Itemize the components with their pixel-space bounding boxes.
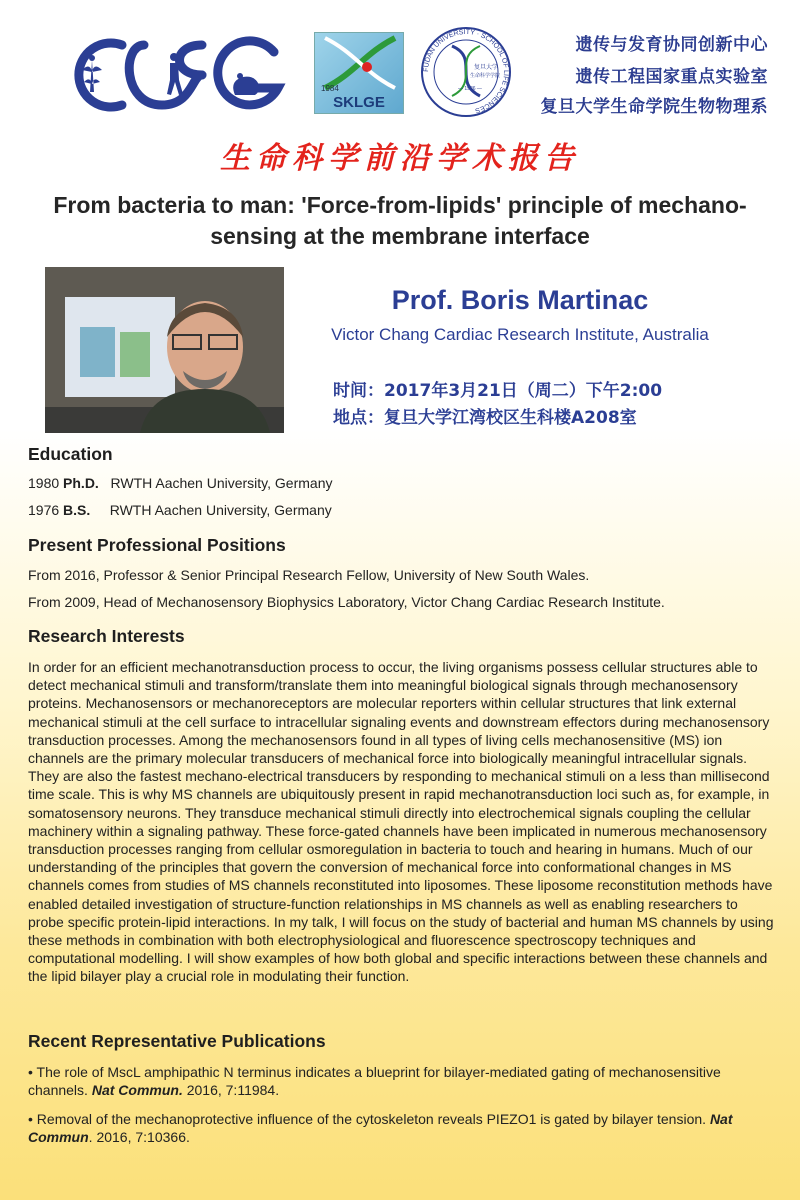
institution-1: 遗传与发育协同创新中心 [575, 35, 768, 55]
publications-heading: Recent Representative Publications [28, 1031, 326, 1051]
talk-place: 地点：复旦大学江湾校区生科楼A208室 [333, 408, 637, 428]
pub-cite: 2016, 7:11984. [182, 1082, 280, 1099]
pub-cite: . 2016, 7:10366. [88, 1129, 190, 1146]
sklge-year: 1984 [321, 84, 339, 93]
svg-text:生命科学学院: 生命科学学院 [470, 73, 501, 79]
fudan-year: — 1926 — [458, 86, 482, 92]
series-title: 生命科学前沿学术报告 [220, 141, 580, 176]
human-icon [170, 53, 178, 61]
fudan-school-logo [418, 24, 514, 120]
education-item [28, 502, 332, 518]
institution-3: 复旦大学生命学院生物物理系 [540, 97, 768, 117]
position-item: From 2009, Head of Mechanosensory Biophysics Laboratory, Victor Chang Cardiac Research Institute. [28, 594, 665, 610]
edu-school: RWTH Aachen University, Germany [110, 475, 333, 491]
fudan-ring-text: FUDAN UNIVERSITY · SCHOOL OF LIFE SCIENCES [422, 28, 510, 114]
speaker-name: Prof. Boris Martinac [391, 285, 649, 315]
edu-year: 1976 [28, 502, 60, 518]
speaker-photo [45, 267, 284, 433]
sklge-text: SKLGE [333, 94, 385, 111]
speaker-affiliation: Victor Chang Cardiac Research Institute, Australia [331, 325, 709, 344]
edu-year: 1980 [28, 475, 60, 491]
edu-degree: Ph.D. [63, 475, 99, 491]
institution-2: 遗传工程国家重点实验室 [575, 67, 768, 87]
pub-text: • The role of MscL amphipathic N terminus indicates a blueprint for bilayer-mediated gating of mechanosensitive channels. [28, 1064, 721, 1099]
pub-journal: Nat Commun. [91, 1082, 183, 1099]
pub-text: • Removal of the mechanoprotective influence of the cytoskeleton reveals PIEZO1 is gated by bilayer tension. [28, 1111, 710, 1127]
research-heading: Research Interests [28, 626, 185, 646]
position-item: From 2016, Professor & Senior Principal Research Fellow, University of New South Wales. [28, 567, 590, 583]
csg-logo [52, 30, 292, 120]
talk-time: 时间：2017年3月21日（周二）下午2:00 [333, 381, 663, 401]
edu-school: RWTH Aachen University, Germany [109, 502, 332, 518]
research-text: In order for an efficient mechanotransduction process to occur, the living organisms possess cellular structures able to detect mechanical stimuli and transform/translate them into meaningful biological signals through mechanosensory proteins. Mechanosensors or mechanoreceptors are molecular reporters within cellular structures that link external mechanical stimuli at the cell surface to intracellular signaling events and downstream effectors during mechanosensory transduction processes. Among the mechanosensors found in all types of living cells mechanosensitive (MS) ion channels are the primary molecular transducers of mechanical force into biologically meaningful intracellular signals. They are also the fastest mechano-electrical transducers by responding to mechanical stimuli on a less than millisecond time scale. This is why MS channels are ubiquitously present in rapid mechanotransduction loci such as, for example, in somatosensory neurons. They transduce mechanical stimuli directly into electrochemical signals coupling the cellular machinery within a signaling pathway. These force-gated channels have been implicated in numerous mechanosensory transduction processes ranging from cellular osmoregulation in bacteria to touch and hearing in humans. Much of our understanding of the principles that govern the conversion of mechanical force into conformational changes in MS channels comes from studies of MS channels reconstituted into liposomes. These liposome reconstitution methods have enabled detailed investigation of structure-function relationships in MS channels as well as enabling researchers to probe specific protein-lipid interactions. In my talk, I will focus on the study of bacterial and human MS channels by using these methods in combination with both electrophysiological and fluorescence spectroscopy techniques and computational modelling. I will show examples of how both global and specific interactions between these channels and the lipid bilayer play a crucial role in modulating their function. [28, 659, 774, 985]
pub-journal: Nat Commun [28, 1111, 733, 1146]
fudan-cn-text: 复旦大学 [474, 64, 499, 71]
mouse-icon [233, 77, 259, 95]
education-heading: Education [28, 444, 113, 464]
positions-heading: Present Professional Positions [28, 535, 286, 555]
publication-item [28, 1063, 774, 1099]
sklge-logo [314, 32, 404, 114]
publication-item [28, 1110, 774, 1146]
education-item [28, 475, 333, 491]
edu-degree: B.S. [63, 502, 91, 518]
talk-title: From bacteria to man: 'Force-from-lipids' principle of mechano-sensing at the membrane interface [53, 192, 747, 249]
